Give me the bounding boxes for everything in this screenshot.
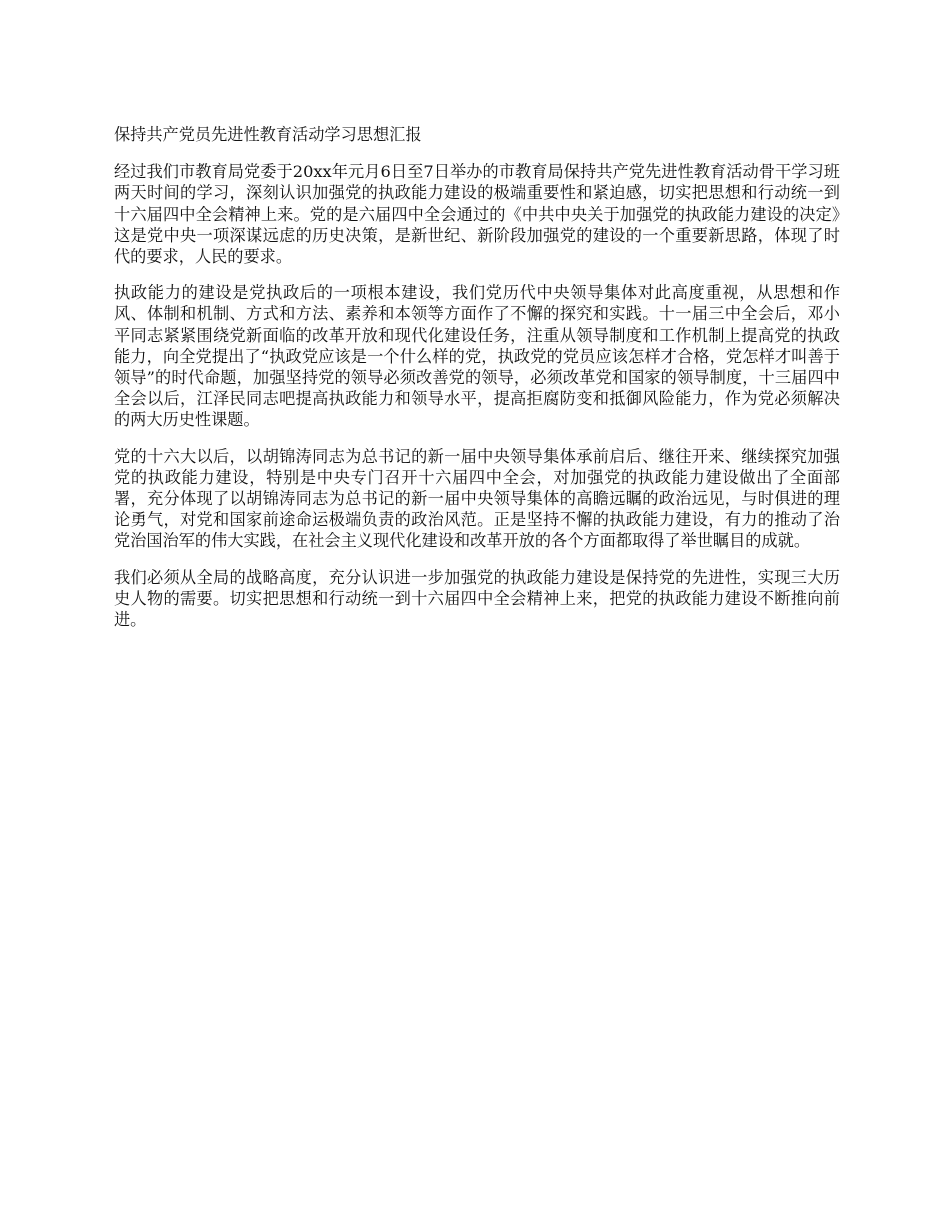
- paragraph-1: 经过我们市教育局党委于20xx年元月6日至7日举办的市教育局保持共产党先进性教育活动骨干学习班两天时间的学习，深刻认识加强党的执政能力建设的极端重要性和紧迫感，切实把思想和行动统一到十六届四中全会精神上来。党的是六届四中全会通过的《中共中央关于加强党的执政能力建设的决定》这是党中央一项深谋远虑的历史决策，是新世纪、新阶段加强党的建设的一个重要新思路，体现了时代的要求，人民的要求。: [114, 162, 840, 267]
- paragraph-4: 我们必须从全局的战略高度，充分认识进一步加强党的执政能力建设是保持党的先进性，实现三大历史人物的需要。切实把思想和行动统一到十六届四中全会精神上来，把党的执政能力建设不断推向前进。: [114, 567, 840, 630]
- paragraph-2: 执政能力的建设是党执政后的一项根本建设，我们党历代中央领导集体对此高度重视，从思想和作风、体制和机制、方式和方法、素养和本领等方面作了不懈的探究和实践。十一届三中全会后，邓小平同志紧紧围绕党新面临的改革开放和现代化建设任务，注重从领导制度和工作机制上提高党的执政能力，向全党提出了“执政党应该是一个什么样的党，执政党的党员应该怎样才合格，党怎样才叫善于领导”的时代命题，加强坚持党的领导必须改善党的领导，必须改革党和国家的领导制度，十三届四中全会以后，江泽民同志吧提高执政能力和领导水平，提高拒腐防变和抵御风险能力，作为党必须解决的两大历史性课题。: [114, 283, 840, 430]
- document-body: [114, 124, 840, 645]
- document-title: 保持共产党员先进性教育活动学习思想汇报: [114, 125, 422, 144]
- paragraph-3: 党的十六大以后，以胡锦涛同志为总书记的新一届中央领导集体承前启后、继往开来、继续探究加强党的执政能力建设，特别是中央专门召开十六届四中全会，对加强党的执政能力建设做出了全面部署，充分体现了以胡锦涛同志为总书记的新一届中央领导集体的高瞻远瞩的政治远见，与时俱进的理论勇气，对党和国家前途命运极端负责的政治风范。正是坚持不懈的执政能力建设，有力的推动了治党治国治军的伟大实践，在社会主义现代化建设和改革开放的各个方面都取得了举世瞩目的成就。: [114, 446, 840, 551]
